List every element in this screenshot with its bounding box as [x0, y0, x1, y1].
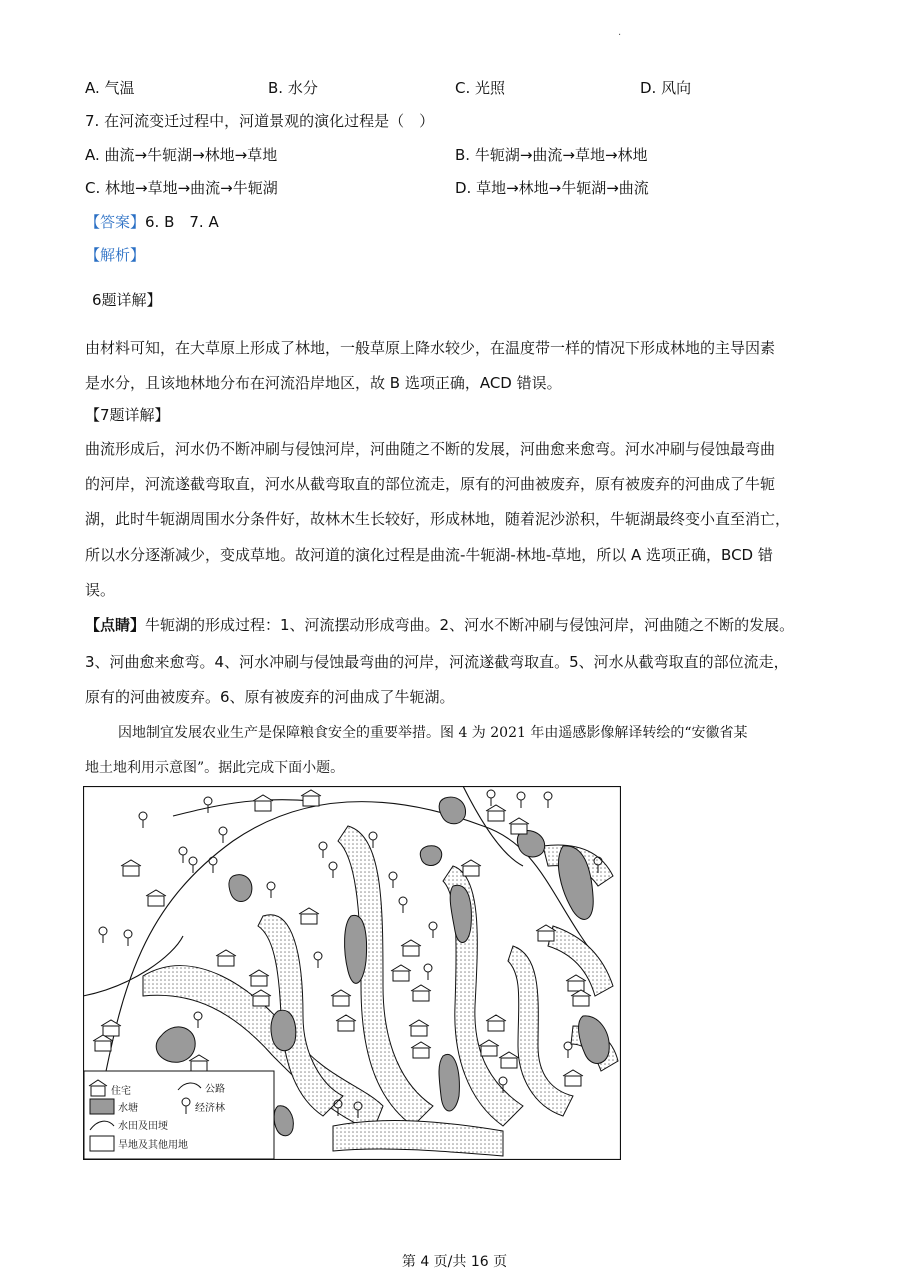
- tip-tag: 【点睛】: [85, 616, 146, 634]
- map-legend: [84, 1071, 274, 1159]
- legend-pond-label: 水塘: [118, 1103, 138, 1114]
- answer-text: 6. B 7. A: [145, 213, 219, 231]
- legend-residence-label: 住宅: [111, 1086, 131, 1097]
- legend-road-label: 公路: [205, 1084, 225, 1095]
- q6-detail-heading: 6题详解】: [92, 291, 162, 309]
- q7-detail-heading: 【7题详解】: [85, 406, 170, 424]
- legend-dryland-icon: [90, 1136, 114, 1151]
- tip-text-1: 牛轭湖的形成过程：1、河流摆动形成弯曲。2、河水不断冲刷与侵蚀河岸，河曲随之不断的发展。: [145, 616, 795, 634]
- legend-pond-icon: [90, 1099, 114, 1114]
- analysis-tag: 【解析】: [85, 246, 146, 264]
- q6-option-c[interactable]: C. 光照: [455, 79, 506, 97]
- legend-forest-label: 经济林: [195, 1103, 225, 1114]
- q6-detail-line-2: 是水分，且该地林地分布在河流沿岸地区，故 B 选项正确，ACD 错误。: [85, 374, 562, 392]
- q7-detail-line-1: 曲流形成后，河水仍不断冲刷与侵蚀河岸，河曲随之不断的发展，河曲愈来愈弯。河水冲刷与侵蚀最弯曲: [85, 440, 776, 458]
- q6-option-a[interactable]: A. 气温: [85, 79, 135, 97]
- q7-option-d[interactable]: D. 草地→林地→牛轭湖→曲流: [455, 179, 649, 197]
- q7-stem: 7. 在河流变迁过程中，河道景观的演化过程是（ ）: [85, 112, 435, 130]
- answer-tag: 【答案】: [85, 213, 146, 231]
- material-line-1: 因地制宜发展农业生产是保障粮食安全的重要举措。图 4 为 2021 年由遥感影像解译转绘的“安徽省某: [118, 725, 748, 741]
- q6-detail-line-1: 由材料可知，在大草原上形成了林地，一般草原上降水较少，在温度带一样的情况下形成林地的主导因素: [85, 339, 776, 357]
- page-footer: 第 4 页/共 16 页: [401, 1254, 508, 1270]
- land-use-map: [83, 786, 621, 1160]
- tip-line-2: 3、河曲愈来愈弯。4、河水冲刷与侵蚀最弯曲的河岸，河流遂截弯取直。5、河水从截弯取直的部位流走，: [85, 653, 789, 671]
- material-line-2: 地土地利用示意图”。据此完成下面小题。: [85, 760, 345, 776]
- tip-line-3: 原有的河曲被废弃。6、原有被废弃的河曲成了牛轭湖。: [85, 688, 455, 706]
- q6-option-b[interactable]: B. 水分: [268, 79, 318, 97]
- q7-option-a[interactable]: A. 曲流→牛轭湖→林地→草地: [85, 146, 278, 164]
- legend-dryland-label: 旱地及其他用地: [118, 1140, 188, 1151]
- legend-paddy-label: 水田及田埂: [118, 1121, 168, 1132]
- q7-detail-line-4: 所以水分逐渐减少，变成草地。故河道的演化过程是曲流-牛轭湖-林地-草地，所以 A 选项正确，BCD 错: [85, 546, 773, 564]
- q7-option-c[interactable]: C. 林地→草地→曲流→牛轭湖: [85, 179, 278, 197]
- q7-option-b[interactable]: B. 牛轭湖→曲流→草地→林地: [455, 146, 648, 164]
- q6-option-d[interactable]: D. 风向: [640, 79, 692, 97]
- q7-detail-line-5: 误。: [85, 581, 116, 599]
- header-dot: ·: [618, 30, 622, 41]
- q7-detail-line-2: 的河岸，河流遂截弯取直，河水从截弯取直的部位流走，原有的河曲被废弃，原有被废弃的河曲成了牛轭: [85, 475, 776, 493]
- answer-line: [85, 210, 219, 234]
- q7-detail-line-3: 湖，此时牛轭湖周围水分条件好，故林木生长较好，形成林地，随着泥沙淤积，牛轭湖最终变小直至消亡，: [85, 510, 791, 528]
- tip-line-1: [85, 613, 794, 637]
